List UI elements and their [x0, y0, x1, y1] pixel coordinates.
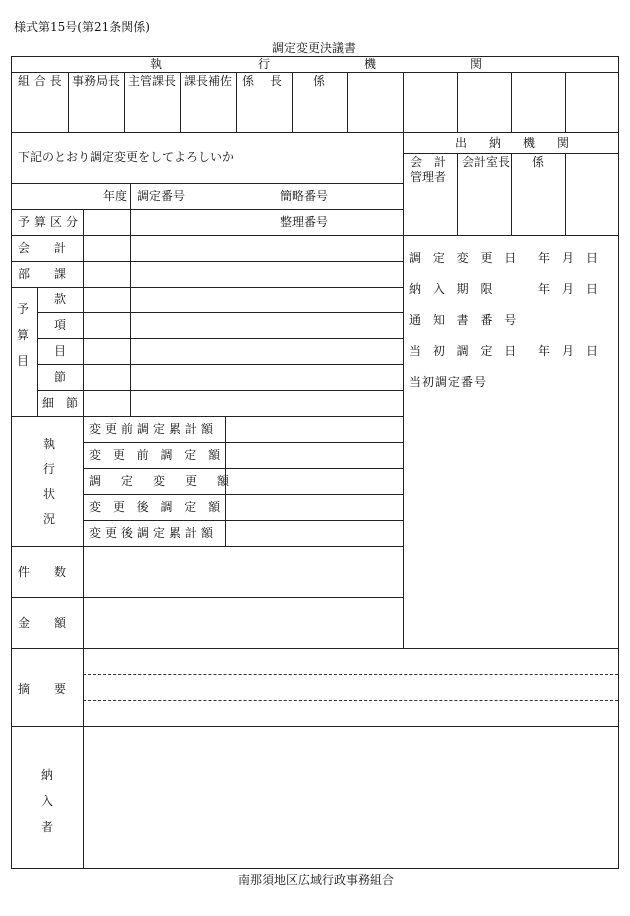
budget-level-kou: 項 — [54, 318, 67, 332]
rule — [565, 153, 566, 235]
budget-level-kan: 款 — [54, 292, 67, 306]
approver-staff: 係 — [313, 74, 326, 88]
exec-label-4: 関 — [470, 57, 483, 71]
rule — [83, 546, 84, 868]
assessment-number-label: 調定番号 — [137, 189, 186, 203]
rule — [124, 72, 125, 132]
right-field-initial-date-value: 年 月 日 — [538, 344, 599, 358]
budget-level-setsu: 節 — [54, 370, 67, 384]
summary-dotted-line — [83, 674, 618, 675]
status-prev-cumulative: 変更前調定累計額 — [89, 422, 218, 436]
summary-dotted-line — [83, 700, 618, 701]
right-field-payment-deadline: 納 入 期 限 — [409, 282, 497, 296]
exec-label-1: 執 — [150, 57, 163, 71]
fiscal-year-label: 年度 — [103, 189, 128, 203]
budget-item-group-label: 予算目 — [16, 302, 29, 368]
approver-union-head: 組 合 長 — [18, 74, 62, 88]
rule — [347, 72, 348, 132]
rule — [11, 597, 403, 598]
approver-accounting-head: 会計室長 — [462, 155, 511, 169]
rule — [37, 287, 38, 416]
form-number: 様式第15号(第21条関係) — [14, 20, 150, 34]
rule — [11, 183, 403, 184]
treasury-label-1: 出 — [455, 136, 468, 150]
status-change-amount: 調 定 変 更 額 — [89, 474, 234, 488]
rule — [11, 209, 403, 210]
footer-org: 南那須地区広域行政事務組合 — [238, 873, 395, 887]
border-left — [11, 56, 12, 868]
approver-accounting-manager: 会 計 管理者 — [410, 155, 447, 184]
count-label: 件 数 — [18, 565, 67, 579]
approver-unit-chief: 係 長 — [242, 74, 282, 88]
rule — [457, 72, 458, 132]
rule — [11, 235, 619, 236]
request-text: 下記のとおり調定変更をしてよろしいか — [18, 150, 235, 164]
rule — [83, 209, 84, 416]
rule — [236, 72, 237, 132]
rule — [37, 312, 403, 313]
treasury-label-3: 機 — [523, 136, 536, 150]
department-label: 部 課 — [18, 267, 67, 281]
right-field-payment-deadline-value: 年 月 日 — [538, 282, 599, 296]
reference-number-label: 整理番号 — [280, 215, 329, 229]
abbreviation-number-label: 簡略番号 — [280, 189, 329, 203]
rule — [180, 72, 181, 132]
rule — [83, 494, 403, 495]
rule — [11, 726, 619, 727]
approver-section-chief: 主管課長 — [128, 74, 177, 88]
rule — [11, 648, 619, 649]
rule — [511, 72, 512, 132]
rule — [11, 261, 403, 262]
treasury-label-2: 納 — [489, 136, 502, 150]
right-field-change-date-value: 年 月 日 — [538, 251, 599, 265]
rule — [11, 546, 403, 547]
rule — [11, 416, 403, 417]
rule — [83, 416, 84, 546]
exec-label-2: 行 — [258, 57, 271, 71]
exec-label-3: 機 — [364, 57, 377, 71]
budget-level-saisetsu: 細 節 — [42, 396, 79, 410]
rule — [68, 72, 69, 132]
rule — [130, 183, 131, 416]
execution-status-label: 執行状況 — [42, 437, 55, 526]
rule — [37, 364, 403, 365]
status-prev-assessed: 変 更 前 調 定 額 — [89, 448, 225, 462]
border-right — [618, 56, 619, 868]
rule — [511, 153, 512, 235]
rule — [11, 132, 619, 133]
right-field-change-date: 調 定 変 更 日 — [409, 251, 521, 265]
amount-label: 金 額 — [18, 616, 67, 630]
right-field-notice-number: 通 知 書 番 号 — [409, 313, 521, 327]
right-field-initial-date: 当 初 調 定 日 — [409, 344, 521, 358]
budget-category-label: 予算区分 — [18, 215, 83, 229]
right-column-divider — [403, 72, 404, 648]
treasury-label-4: 関 — [557, 136, 570, 150]
account-label: 会 計 — [18, 241, 67, 255]
status-after-cumulative: 変更後調定累計額 — [89, 526, 218, 540]
rule — [83, 520, 403, 521]
border-bottom — [11, 868, 619, 869]
budget-level-moku: 目 — [54, 344, 67, 358]
rule — [83, 442, 403, 443]
rule — [83, 468, 403, 469]
payer-label: 納入者 — [40, 768, 53, 834]
approver-deputy-chief: 課長補佐 — [184, 74, 233, 88]
approver-treasury-staff: 係 — [532, 155, 545, 169]
rule — [37, 390, 403, 391]
rule — [457, 153, 458, 235]
right-field-initial-number: 当初調定番号 — [409, 375, 488, 389]
status-after-assessed: 変 更 後 調 定 額 — [89, 500, 225, 514]
rule — [565, 72, 566, 132]
border-top — [11, 56, 619, 57]
rule — [11, 287, 403, 288]
rule — [37, 338, 403, 339]
rule — [292, 72, 293, 132]
rule — [11, 72, 619, 73]
approver-secretary-general: 事務局長 — [72, 74, 121, 88]
form-title: 調定変更決議書 — [272, 41, 357, 55]
summary-label: 摘 要 — [18, 682, 67, 696]
